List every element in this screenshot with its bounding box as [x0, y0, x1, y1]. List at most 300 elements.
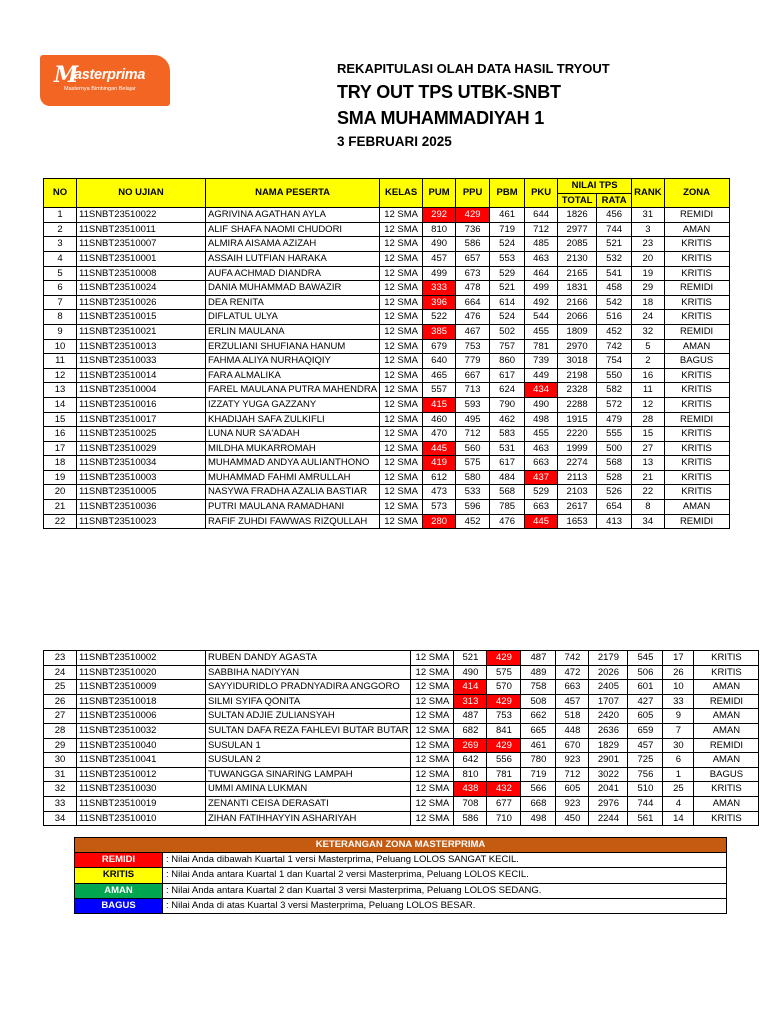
cell-pum: 499 — [423, 266, 456, 281]
table-row — [44, 709, 759, 724]
cell-pum: 573 — [423, 500, 456, 515]
col-nilai-tps: NILAI TPS — [558, 179, 632, 194]
cell-no: 8 — [44, 310, 77, 325]
cell-pbm: 757 — [490, 339, 525, 354]
cell-rata: 601 — [628, 680, 663, 695]
zone-legend-title: KETERANGAN ZONA MASTERPRIMA — [75, 838, 727, 853]
cell-kelas: 12 SMA — [380, 441, 423, 456]
cell-zona: REMIDI — [664, 514, 729, 529]
cell-rank: 17 — [663, 651, 694, 666]
legend-zone-kritis: KRITIS — [75, 868, 163, 883]
cell-kelas: 12 SMA — [411, 723, 454, 738]
cell-kelas: 12 SMA — [380, 354, 423, 369]
cell-zona: AMAN — [694, 709, 759, 724]
cell-pku: 544 — [525, 310, 558, 325]
cell-rank: 31 — [632, 208, 664, 223]
table-row — [44, 485, 730, 500]
cell-rank: 12 — [632, 397, 664, 412]
cell-kelas: 12 SMA — [380, 397, 423, 412]
report-title: TRY OUT TPS UTBK-SNBT — [337, 82, 561, 102]
cell-zona: AMAN — [694, 723, 759, 738]
cell-pbm: 568 — [490, 485, 525, 500]
cell-nama-peserta: DIFLATUL ULYA — [206, 310, 380, 325]
cell-zona: KRITIS — [694, 651, 759, 666]
cell-nama-peserta: RUBEN DANDY AGASTA — [206, 651, 411, 666]
table-row — [44, 427, 730, 442]
legend-row-bagus — [75, 898, 727, 913]
cell-no: 5 — [44, 266, 77, 281]
cell-zona: KRITIS — [664, 456, 729, 471]
cell-total: 2636 — [589, 723, 628, 738]
cell-nama-peserta: UMMI AMINA LUKMAN — [206, 782, 411, 797]
cell-no-ujian: 11SNBT23510017 — [77, 412, 206, 427]
legend-text-kritis: : Nilai Anda antara Kuartal 1 dan Kuartal 2 versi Masterprima, Peluang LOLOS KECIL. — [163, 868, 727, 883]
cell-rank: 20 — [632, 251, 664, 266]
cell-zona: KRITIS — [664, 441, 729, 456]
cell-no-ujian: 11SNBT23510015 — [77, 310, 206, 325]
col-rank: RANK — [632, 179, 664, 208]
table-row — [44, 811, 759, 826]
cell-pku: 781 — [525, 339, 558, 354]
table-row — [44, 397, 730, 412]
cell-total: 2085 — [558, 237, 597, 252]
cell-kelas: 12 SMA — [380, 310, 423, 325]
cell-no-ujian: 11SNBT23510026 — [77, 295, 206, 310]
cell-pbm: 662 — [521, 709, 556, 724]
cell-rata: 542 — [597, 295, 632, 310]
cell-ppu: 575 — [456, 456, 490, 471]
cell-total: 2970 — [558, 339, 597, 354]
table-row — [44, 324, 730, 339]
cell-rata: 541 — [597, 266, 632, 281]
cell-zona: BAGUS — [694, 767, 759, 782]
cell-nama-peserta: MILDHA MUKARROMAH — [206, 441, 380, 456]
col-kelas: KELAS — [380, 179, 423, 208]
cell-ppu: 753 — [456, 339, 490, 354]
cell-pbm: 529 — [490, 266, 525, 281]
cell-no-ujian: 11SNBT23510040 — [77, 738, 206, 753]
cell-zona: KRITIS — [694, 665, 759, 680]
cell-no: 1 — [44, 208, 77, 223]
col-no: NO — [44, 179, 77, 208]
cell-pum: 457 — [423, 251, 456, 266]
cell-rata: 572 — [597, 397, 632, 412]
results-table-page1 — [43, 178, 730, 529]
cell-pum: 269 — [454, 738, 487, 753]
cell-total: 2198 — [558, 368, 597, 383]
cell-kelas: 12 SMA — [411, 767, 454, 782]
cell-nama-peserta: ERZULIANI SHUFIANA HANUM — [206, 339, 380, 354]
cell-kelas: 12 SMA — [411, 738, 454, 753]
cell-nama-peserta: ZENANTI CEISA DERASATI — [206, 796, 411, 811]
cell-no: 4 — [44, 251, 77, 266]
cell-no: 13 — [44, 383, 77, 398]
cell-zona: KRITIS — [664, 295, 729, 310]
cell-kelas: 12 SMA — [380, 339, 423, 354]
cell-ppu: 657 — [456, 251, 490, 266]
cell-kelas: 12 SMA — [380, 500, 423, 515]
cell-rata: 456 — [597, 208, 632, 223]
cell-no: 21 — [44, 500, 77, 515]
cell-ppu: 781 — [487, 767, 521, 782]
cell-kelas: 12 SMA — [380, 383, 423, 398]
cell-ppu: 586 — [456, 237, 490, 252]
cell-rank: 32 — [632, 324, 664, 339]
cell-total: 2901 — [589, 753, 628, 768]
cell-rank: 4 — [663, 796, 694, 811]
cell-total: 2617 — [558, 500, 597, 515]
cell-pku: 485 — [525, 237, 558, 252]
cell-nama-peserta: FARA ALMALIKA — [206, 368, 380, 383]
table-row — [44, 339, 730, 354]
cell-pbm: 665 — [521, 723, 556, 738]
cell-pku: 463 — [525, 251, 558, 266]
cell-pum: 415 — [423, 397, 456, 412]
cell-pum: 810 — [423, 222, 456, 237]
cell-zona: REMIDI — [664, 208, 729, 223]
cell-pbm: 860 — [490, 354, 525, 369]
cell-pku: 923 — [556, 796, 589, 811]
cell-nama-peserta: SUSULAN 2 — [206, 753, 411, 768]
cell-no: 15 — [44, 412, 77, 427]
cell-ppu: 753 — [487, 709, 521, 724]
cell-pku: 529 — [525, 485, 558, 500]
cell-pbm: 461 — [490, 208, 525, 223]
cell-zona: KRITIS — [664, 237, 729, 252]
table-row — [44, 694, 759, 709]
cell-nama-peserta: SILMI SYIFA QONITA — [206, 694, 411, 709]
cell-pum: 419 — [423, 456, 456, 471]
table-row — [44, 767, 759, 782]
cell-zona: AMAN — [694, 753, 759, 768]
cell-pum: 385 — [423, 324, 456, 339]
cell-no: 11 — [44, 354, 77, 369]
cell-rata: 528 — [597, 470, 632, 485]
cell-no: 17 — [44, 441, 77, 456]
cell-kelas: 12 SMA — [380, 208, 423, 223]
cell-kelas: 12 SMA — [380, 324, 423, 339]
cell-pum: 522 — [423, 310, 456, 325]
cell-total: 2274 — [558, 456, 597, 471]
cell-pbm: 624 — [490, 383, 525, 398]
cell-rata: 744 — [597, 222, 632, 237]
table-row — [44, 310, 730, 325]
cell-no-ujian: 11SNBT23510041 — [77, 753, 206, 768]
cell-rata: 526 — [597, 485, 632, 500]
cell-no: 26 — [44, 694, 77, 709]
cell-total: 2041 — [589, 782, 628, 797]
cell-no-ujian: 11SNBT23510005 — [77, 485, 206, 500]
col-total: TOTAL — [558, 193, 597, 208]
cell-no: 25 — [44, 680, 77, 695]
table-row — [44, 514, 730, 529]
cell-rank: 25 — [663, 782, 694, 797]
results-table-page2 — [43, 650, 759, 826]
cell-rata: 510 — [628, 782, 663, 797]
cell-no-ujian: 11SNBT23510034 — [77, 456, 206, 471]
table-row — [44, 680, 759, 695]
cell-zona: REMIDI — [694, 694, 759, 709]
cell-ppu: 673 — [456, 266, 490, 281]
cell-kelas: 12 SMA — [380, 485, 423, 500]
cell-rank: 30 — [663, 738, 694, 753]
cell-no-ujian: 11SNBT23510030 — [77, 782, 206, 797]
cell-rata: 506 — [628, 665, 663, 680]
cell-rank: 22 — [632, 485, 664, 500]
table-row — [44, 412, 730, 427]
cell-no: 34 — [44, 811, 77, 826]
report-subtitle: REKAPITULASI OLAH DATA HASIL TRYOUT — [337, 61, 610, 76]
cell-pum: 333 — [423, 281, 456, 296]
cell-no-ujian: 11SNBT23510016 — [77, 397, 206, 412]
cell-zona: REMIDI — [664, 324, 729, 339]
cell-pbm: 553 — [490, 251, 525, 266]
cell-rata: 452 — [597, 324, 632, 339]
cell-kelas: 12 SMA — [411, 680, 454, 695]
cell-nama-peserta: DEA RENITA — [206, 295, 380, 310]
cell-kelas: 12 SMA — [380, 295, 423, 310]
table-row — [44, 368, 730, 383]
table-row — [44, 266, 730, 281]
cell-pku: 605 — [556, 782, 589, 797]
cell-total: 2405 — [589, 680, 628, 695]
cell-ppu: 593 — [456, 397, 490, 412]
cell-kelas: 12 SMA — [380, 266, 423, 281]
cell-zona: KRITIS — [664, 470, 729, 485]
cell-zona: KRITIS — [664, 427, 729, 442]
cell-pku: 742 — [556, 651, 589, 666]
cell-nama-peserta: FAHMA ALIYA NURHAQIQIY — [206, 354, 380, 369]
cell-rank: 19 — [632, 266, 664, 281]
cell-zona: AMAN — [664, 500, 729, 515]
cell-pku: 472 — [556, 665, 589, 680]
cell-rata: 550 — [597, 368, 632, 383]
cell-no-ujian: 11SNBT23510025 — [77, 427, 206, 442]
cell-nama-peserta: IZZATY YUGA GAZZANY — [206, 397, 380, 412]
cell-total: 1809 — [558, 324, 597, 339]
table-row — [44, 251, 730, 266]
legend-text-remidi: : Nilai Anda dibawah Kuartal 1 versi Masterprima, Peluang LOLOS SANGAT KECIL. — [163, 853, 727, 868]
cell-zona: REMIDI — [664, 412, 729, 427]
cell-no-ujian: 11SNBT23510036 — [77, 500, 206, 515]
legend-row-aman — [75, 883, 727, 898]
cell-ppu: 841 — [487, 723, 521, 738]
cell-pbm: 508 — [521, 694, 556, 709]
table-row — [44, 441, 730, 456]
cell-no-ujian: 11SNBT23510014 — [77, 368, 206, 383]
cell-pum: 460 — [423, 412, 456, 427]
cell-pku: 449 — [525, 368, 558, 383]
cell-total: 1999 — [558, 441, 597, 456]
cell-ppu: 452 — [456, 514, 490, 529]
cell-rank: 3 — [632, 222, 664, 237]
cell-no-ujian: 11SNBT23510022 — [77, 208, 206, 223]
cell-pum: 473 — [423, 485, 456, 500]
cell-pku: 492 — [525, 295, 558, 310]
cell-ppu: 429 — [487, 651, 521, 666]
cell-rank: 24 — [632, 310, 664, 325]
cell-pbm: 614 — [490, 295, 525, 310]
cell-kelas: 12 SMA — [411, 753, 454, 768]
cell-pku: 739 — [525, 354, 558, 369]
cell-no-ujian: 11SNBT23510010 — [77, 811, 206, 826]
cell-ppu: 570 — [487, 680, 521, 695]
cell-pbm: 668 — [521, 796, 556, 811]
cell-rank: 18 — [632, 295, 664, 310]
cell-no: 30 — [44, 753, 77, 768]
cell-pku: 455 — [525, 427, 558, 442]
cell-kelas: 12 SMA — [380, 427, 423, 442]
cell-nama-peserta: SAYYIDURIDLO PRADNYADIRA ANGGORO — [206, 680, 411, 695]
cell-no-ujian: 11SNBT23510033 — [77, 354, 206, 369]
cell-kelas: 12 SMA — [380, 470, 423, 485]
cell-zona: KRITIS — [694, 811, 759, 826]
cell-pku: 490 — [525, 397, 558, 412]
cell-nama-peserta: NASYWA FRADHA AZALIA BASTIAR — [206, 485, 380, 500]
cell-pbm: 719 — [521, 767, 556, 782]
cell-zona: KRITIS — [664, 485, 729, 500]
cell-zona: KRITIS — [694, 782, 759, 797]
cell-pum: 490 — [423, 237, 456, 252]
cell-rank: 10 — [663, 680, 694, 695]
col-pbm: PBM — [490, 179, 525, 208]
cell-pku: 437 — [525, 470, 558, 485]
cell-zona: KRITIS — [664, 266, 729, 281]
cell-zona: KRITIS — [664, 383, 729, 398]
cell-pku: 923 — [556, 753, 589, 768]
table-row — [44, 281, 730, 296]
cell-rank: 2 — [632, 354, 664, 369]
cell-pku: 663 — [525, 500, 558, 515]
cell-pum: 586 — [454, 811, 487, 826]
cell-no: 19 — [44, 470, 77, 485]
cell-zona: BAGUS — [664, 354, 729, 369]
cell-no: 14 — [44, 397, 77, 412]
cell-total: 2179 — [589, 651, 628, 666]
col-nama: NAMA PESERTA — [206, 179, 380, 208]
cell-kelas: 12 SMA — [380, 281, 423, 296]
cell-nama-peserta: TUWANGGA SINARING LAMPAH — [206, 767, 411, 782]
col-no-ujian: NO UJIAN — [77, 179, 206, 208]
cell-total: 1915 — [558, 412, 597, 427]
cell-kelas: 12 SMA — [411, 651, 454, 666]
cell-total: 3022 — [589, 767, 628, 782]
cell-pku: 434 — [525, 383, 558, 398]
table-row — [44, 295, 730, 310]
cell-total: 2026 — [589, 665, 628, 680]
cell-no-ujian: 11SNBT23510021 — [77, 324, 206, 339]
cell-nama-peserta: MUHAMMAD FAHMI AMRULLAH — [206, 470, 380, 485]
cell-rata: 725 — [628, 753, 663, 768]
col-zona: ZONA — [664, 179, 729, 208]
cell-pum: 465 — [423, 368, 456, 383]
cell-zona: KRITIS — [664, 397, 729, 412]
table-row — [44, 651, 759, 666]
col-ppu: PPU — [456, 179, 490, 208]
cell-nama-peserta: ALIF SHAFA NAOMI CHUDORI — [206, 222, 380, 237]
cell-rank: 9 — [663, 709, 694, 724]
cell-pku: 670 — [556, 738, 589, 753]
cell-ppu: 710 — [487, 811, 521, 826]
table-row — [44, 738, 759, 753]
cell-pku: 644 — [525, 208, 558, 223]
cell-no-ujian: 11SNBT23510020 — [77, 665, 206, 680]
legend-row-kritis — [75, 868, 727, 883]
logo-name: asterprima — [74, 67, 146, 83]
cell-total: 2166 — [558, 295, 597, 310]
cell-kelas: 12 SMA — [380, 412, 423, 427]
cell-pbm: 524 — [490, 310, 525, 325]
cell-pbm: 489 — [521, 665, 556, 680]
legend-text-aman: : Nilai Anda antara Kuartal 2 dan Kuartal 3 versi Masterprima, Peluang LOLOS SEDANG. — [163, 883, 727, 898]
cell-pku: 518 — [556, 709, 589, 724]
cell-no-ujian: 11SNBT23510002 — [77, 651, 206, 666]
cell-ppu: 560 — [456, 441, 490, 456]
cell-nama-peserta: SULTAN DAFA REZA FAHLEVI BUTAR BUTAR — [206, 723, 411, 738]
cell-ppu: 476 — [456, 310, 490, 325]
cell-ppu: 432 — [487, 782, 521, 797]
cell-pbm: 617 — [490, 368, 525, 383]
cell-pbm: 790 — [490, 397, 525, 412]
cell-kelas: 12 SMA — [411, 665, 454, 680]
cell-ppu: 664 — [456, 295, 490, 310]
logo-tagline: Masternya Bimbingan Belajar — [64, 86, 136, 92]
cell-total: 2420 — [589, 709, 628, 724]
cell-ppu: 467 — [456, 324, 490, 339]
cell-rank: 21 — [632, 470, 664, 485]
table-row — [44, 723, 759, 738]
cell-rata: 457 — [628, 738, 663, 753]
cell-nama-peserta: ERLIN MAULANA — [206, 324, 380, 339]
cell-pku: 712 — [556, 767, 589, 782]
cell-pum: 679 — [423, 339, 456, 354]
legend-zone-bagus: BAGUS — [75, 898, 163, 913]
cell-no: 20 — [44, 485, 77, 500]
masterprima-logo — [40, 55, 170, 106]
cell-ppu: 736 — [456, 222, 490, 237]
cell-pbm: 521 — [490, 281, 525, 296]
cell-no-ujian: 11SNBT23510024 — [77, 281, 206, 296]
cell-no-ujian: 11SNBT23510009 — [77, 680, 206, 695]
cell-zona: AMAN — [664, 222, 729, 237]
cell-rank: 29 — [632, 281, 664, 296]
cell-total: 2220 — [558, 427, 597, 442]
cell-total: 1829 — [589, 738, 628, 753]
cell-rata: 479 — [597, 412, 632, 427]
legend-text-bagus: : Nilai Anda di atas Kuartal 3 versi Masterprima, Peluang LOLOS BESAR. — [163, 898, 727, 913]
cell-no: 2 — [44, 222, 77, 237]
cell-pbm: 487 — [521, 651, 556, 666]
cell-rata: 605 — [628, 709, 663, 724]
cell-ppu: 429 — [487, 738, 521, 753]
col-pum: PUM — [423, 179, 456, 208]
cell-no-ujian: 11SNBT23510018 — [77, 694, 206, 709]
cell-ppu: 575 — [487, 665, 521, 680]
cell-pbm: 758 — [521, 680, 556, 695]
cell-total: 2244 — [589, 811, 628, 826]
cell-ppu: 677 — [487, 796, 521, 811]
cell-no-ujian: 11SNBT23510001 — [77, 251, 206, 266]
cell-total: 1707 — [589, 694, 628, 709]
cell-total: 2113 — [558, 470, 597, 485]
cell-nama-peserta: FAREL MAULANA PUTRA MAHENDRA — [206, 383, 380, 398]
cell-no-ujian: 11SNBT23510012 — [77, 767, 206, 782]
cell-rata: 413 — [597, 514, 632, 529]
cell-kelas: 12 SMA — [411, 811, 454, 826]
cell-pum: 470 — [423, 427, 456, 442]
table-row — [44, 665, 759, 680]
cell-total: 1653 — [558, 514, 597, 529]
